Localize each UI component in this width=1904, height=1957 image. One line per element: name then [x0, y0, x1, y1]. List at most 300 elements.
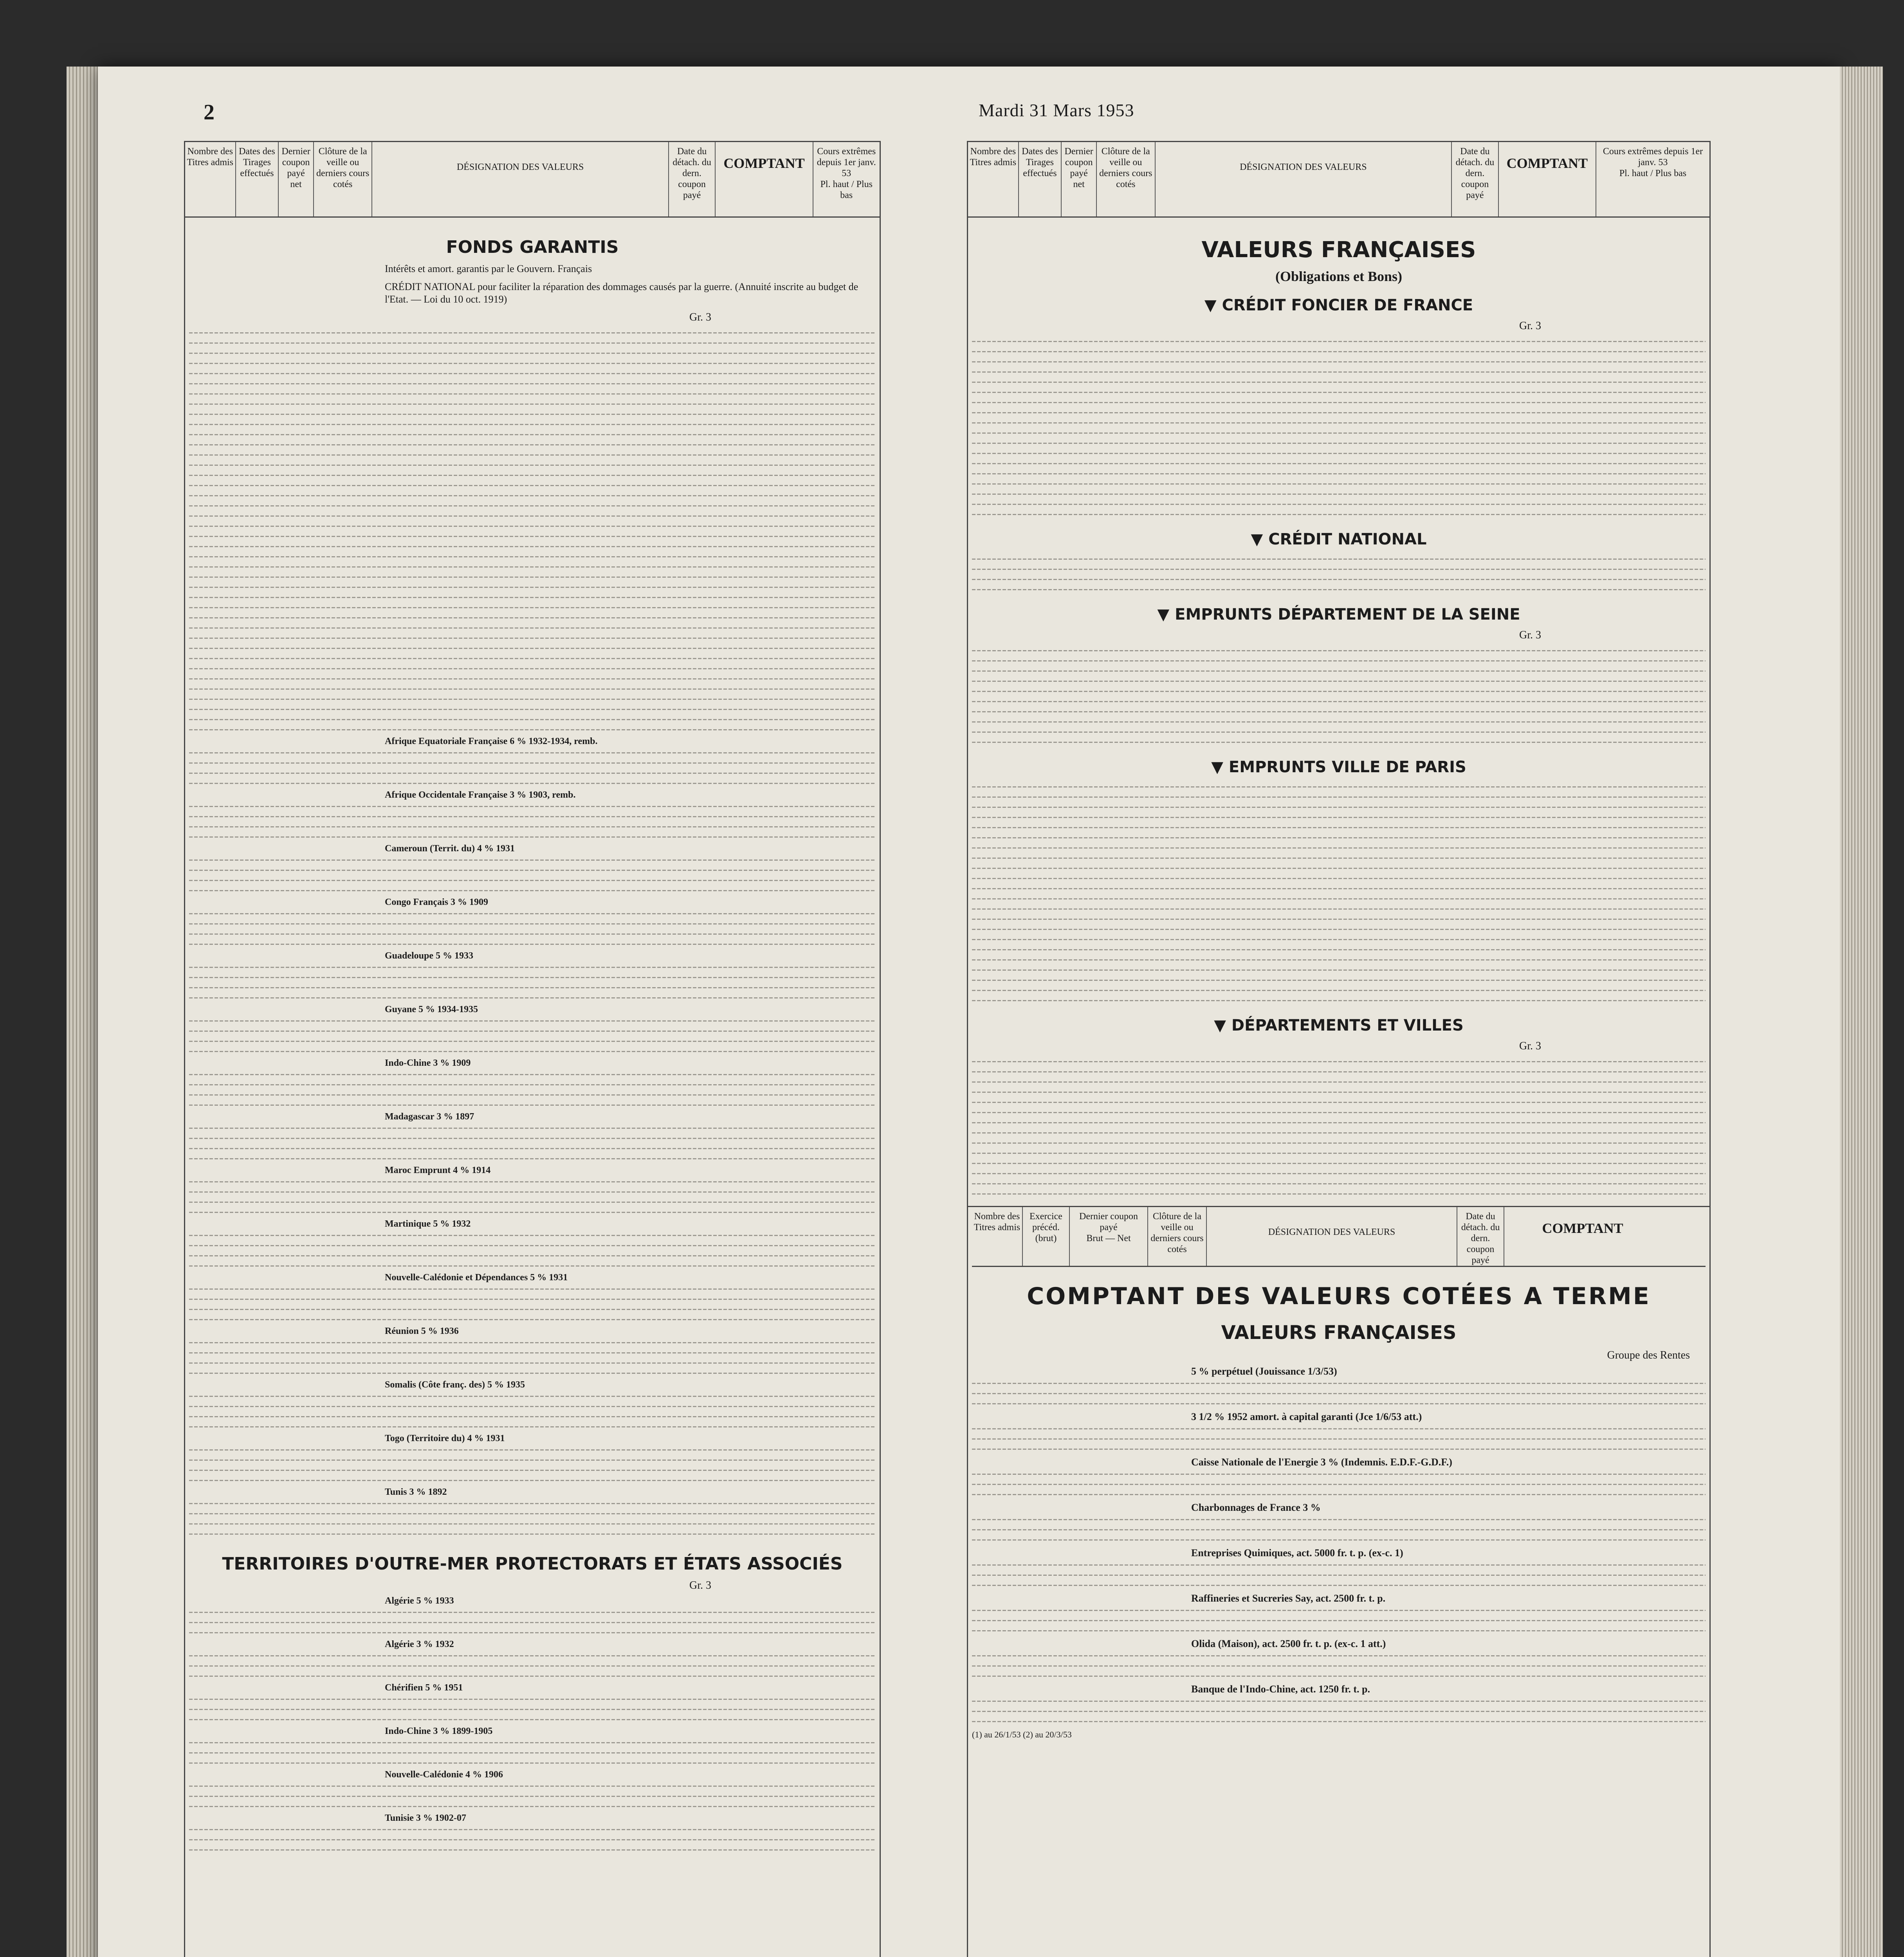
- illegible-quote-row: [972, 904, 1706, 913]
- illegible-quote-row: [972, 873, 1706, 883]
- illegible-quote-row: [189, 832, 876, 841]
- security-entry: Nouvelle-Calédonie 4 % 1906: [385, 1770, 503, 1780]
- valeurs-francaises-title: VALEURS FRANÇAISES: [1201, 237, 1476, 263]
- terme-entry: 3 1/2 % 1952 amort. à capital garanti (Jce 1/6/53 att.): [1191, 1411, 1422, 1422]
- header-dernier: Dernier coupon payé net: [1062, 142, 1097, 216]
- illegible-quote-row: [972, 397, 1706, 407]
- illegible-quote-row: [189, 1133, 876, 1142]
- illegible-quote-row: [972, 822, 1706, 832]
- illegible-quote-row: [972, 995, 1706, 1005]
- left-table-header: [185, 142, 880, 218]
- valeurs-francaises-subtitle: (Obligations et Bons): [1275, 269, 1403, 284]
- terme-entry: Caisse Nationale de l'Energie 3 % (Indemnis. E.D.F.-G.D.F.): [1191, 1456, 1452, 1468]
- illegible-quote-row: [972, 686, 1706, 696]
- header-dates: Dates des Tirages effectués: [236, 142, 279, 216]
- illegible-quote-row: [189, 1617, 876, 1627]
- illegible-quote-row: [189, 1791, 876, 1800]
- illegible-quote-row: [189, 1036, 876, 1045]
- illegible-quote-row: [972, 1168, 1706, 1178]
- illegible-quote-row: [189, 592, 876, 602]
- terme-entry: 5 % perpétuel (Jouissance 1/3/53): [1191, 1366, 1337, 1377]
- illegible-quote-row: [189, 1661, 876, 1670]
- illegible-quote-row: [189, 704, 876, 714]
- illegible-quote-row: [189, 1498, 876, 1508]
- illegible-quote-row: [189, 1123, 876, 1132]
- illegible-quote-row: [189, 541, 876, 551]
- illegible-quote-row: [189, 1251, 876, 1260]
- illegible-quote-row: [189, 1401, 876, 1411]
- illegible-quote-row: [189, 865, 876, 874]
- illegible-quote-row: [189, 962, 876, 971]
- groupe-rentes-label: Groupe des Rentes: [1607, 1349, 1690, 1361]
- security-entry: Maroc Emprunt 4 % 1914: [385, 1165, 491, 1175]
- illegible-quote-row: [189, 1607, 876, 1616]
- illegible-quote-row: [189, 1177, 876, 1186]
- section-intro: Intérêts et amort. garantis par le Gouvern. Français: [385, 263, 592, 274]
- illegible-quote-row: [189, 399, 876, 408]
- illegible-quote-row: [189, 919, 876, 928]
- right-table-header: [968, 142, 1709, 218]
- header-nombre: Nombre des Titres admis: [968, 142, 1019, 216]
- illegible-quote-row: [972, 1489, 1706, 1499]
- illegible-quote-row: [189, 1143, 876, 1153]
- terme-entry-list: [972, 1366, 1706, 1726]
- header-cloture: Clôture de la veille ou derniers cours cotés: [314, 142, 373, 216]
- entry-list: [189, 736, 876, 1538]
- illegible-quote-row: [189, 1714, 876, 1724]
- illegible-quote-row: [972, 975, 1706, 984]
- illegible-quote-row: [189, 1368, 876, 1377]
- illegible-quote-row: [189, 972, 876, 982]
- illegible-quote-row: [972, 863, 1706, 872]
- illegible-quote-row: [189, 993, 876, 1002]
- header-comptant: COMPTANT: [716, 142, 813, 216]
- illegible-quote-row: [189, 1069, 876, 1079]
- illegible-quote-row: [189, 348, 876, 357]
- header-cours-label: Cours extrêmes depuis 1er janv. 53: [1603, 146, 1703, 168]
- illegible-quote-row: [972, 479, 1706, 488]
- illegible-quote-row: [972, 407, 1706, 417]
- illegible-quote-row: [189, 1651, 876, 1660]
- illegible-quote-row: [189, 768, 876, 777]
- right-quote-table: [967, 141, 1711, 1957]
- illegible-quote-row: [972, 336, 1706, 346]
- illegible-quote-row: [972, 489, 1706, 498]
- section-title: ▼ EMPRUNTS VILLE DE PARIS: [1211, 758, 1466, 776]
- illegible-quote-row: [189, 929, 876, 938]
- header-net: Net: [1117, 1233, 1131, 1243]
- illegible-quote-row: [972, 717, 1706, 726]
- illegible-quote-row: [189, 460, 876, 469]
- illegible-quote-row: [189, 1337, 876, 1347]
- illegible-quote-row: [972, 1388, 1706, 1398]
- illegible-quote-row: [972, 1661, 1706, 1670]
- illegible-quote-row: [189, 470, 876, 479]
- terme-subtitle: VALEURS FRANÇAISES: [1221, 1322, 1457, 1344]
- illegible-quote-row: [189, 1781, 876, 1790]
- illegible-quote-row: [189, 1090, 876, 1099]
- illegible-quote-row: [972, 367, 1706, 376]
- header-designation: DÉSIGNATION DES VALEURS: [372, 142, 669, 216]
- header-date-detach: Date du détach. du dern. coupon payé: [1452, 142, 1499, 216]
- illegible-quote-row: [972, 1148, 1706, 1157]
- illegible-quote-row: [189, 982, 876, 992]
- illegible-quote-row: [972, 792, 1706, 801]
- illegible-quote-row: [189, 1508, 876, 1518]
- illegible-quote-row: [972, 782, 1706, 791]
- header-brut: Brut: [1086, 1233, 1103, 1243]
- illegible-quote-row: [189, 1411, 876, 1421]
- header-dates: Dates des Tirages effectués: [1019, 142, 1062, 216]
- illegible-quote-row: [972, 1716, 1706, 1726]
- illegible-quote-row: [189, 1758, 876, 1767]
- illegible-quote-row: [972, 676, 1706, 685]
- illegible-quote-row: [972, 1580, 1706, 1589]
- terme-entry: Olida (Maison), act. 2500 fr. t. p. (ex-c. 1 att.): [1191, 1638, 1386, 1649]
- illegible-quote-row: [189, 643, 876, 652]
- illegible-quote-row: [972, 934, 1706, 944]
- security-entry: Nouvelle-Calédonie et Dépendances 5 % 1931: [385, 1272, 568, 1283]
- illegible-quote-row: [189, 885, 876, 895]
- illegible-quote-row: [189, 748, 876, 757]
- illegible-quote-row: [189, 501, 876, 510]
- illegible-quote-row: [972, 1706, 1706, 1716]
- header-plus-bas: Plus bas: [1655, 168, 1687, 178]
- illegible-quote-row: [972, 1535, 1706, 1544]
- security-entry: Algérie 3 % 1932: [385, 1639, 454, 1649]
- illegible-quote-row: [972, 438, 1706, 447]
- illegible-quote-row: [972, 853, 1706, 862]
- illegible-quote-row: [189, 822, 876, 831]
- illegible-quote-row: [189, 1694, 876, 1703]
- illegible-quote-row: [972, 727, 1706, 736]
- security-entry: Indo-Chine 3 % 1899-1905: [385, 1726, 493, 1736]
- footnote: (1) au 26/1/53 (2) au 20/3/53: [972, 1730, 1072, 1739]
- illegible-quote-row: [972, 645, 1706, 655]
- illegible-quote-row: [189, 572, 876, 581]
- header-comptant: COMPTANT: [1542, 1220, 1623, 1236]
- illegible-quote-row: [189, 1026, 876, 1035]
- illegible-quote-row: [972, 802, 1706, 811]
- illegible-quote-row: [972, 1189, 1706, 1198]
- illegible-quote-row: [972, 1671, 1706, 1680]
- illegible-quote-row: [189, 653, 876, 663]
- group-label: Gr. 3: [1519, 320, 1541, 332]
- illegible-quote-row: [189, 1016, 876, 1025]
- illegible-quote-row: [972, 377, 1706, 386]
- illegible-quote-row: [189, 602, 876, 612]
- group-label: Gr. 3: [1519, 629, 1541, 641]
- illegible-quote-row: [972, 1138, 1706, 1147]
- header-cloture: Clôture de la veille ou derniers cours cotés: [1097, 142, 1156, 216]
- header-plus-bas: Plus bas: [840, 179, 873, 200]
- illegible-quote-row: [189, 328, 876, 337]
- section-title: FONDS GARANTIS: [446, 237, 619, 257]
- security-entry: Tunis 3 % 1892: [385, 1487, 447, 1497]
- illegible-quote-row: [189, 908, 876, 918]
- illegible-quote-row: [189, 1079, 876, 1089]
- group-label: Gr. 3: [1519, 1040, 1541, 1052]
- illegible-quote-row: [972, 1117, 1706, 1127]
- illegible-quote-row: [189, 1704, 876, 1714]
- illegible-quote-row: [189, 562, 876, 571]
- lower-table-header: [972, 1207, 1706, 1267]
- illegible-quote-row: [972, 1560, 1706, 1569]
- illegible-quote-row: [972, 812, 1706, 822]
- illegible-quote-row: [189, 511, 876, 520]
- page-date: Mardi 31 Mars 1953: [979, 100, 1134, 120]
- left-quote-table: [184, 141, 881, 1957]
- header-cloture: Clôture de la veille ou derniers cours cotés: [1148, 1207, 1207, 1266]
- left-table-body: [185, 218, 880, 1863]
- illegible-quote-row: [189, 358, 876, 368]
- illegible-quote-row: [189, 429, 876, 439]
- security-entry: Afrique Equatoriale Française 6 % 1932-1934, remb.: [385, 736, 598, 746]
- section-subtitle: CRÉDIT NATIONAL pour faciliter la réparation des dommages causés par la guerre. (Annuité inscrite au budget de l'Etat. — Loi du 10 oct. 1919): [385, 281, 858, 305]
- security-entry: Algérie 5 % 1933: [385, 1596, 454, 1606]
- illegible-quote-row: [972, 1479, 1706, 1488]
- illegible-quote-row: [972, 696, 1706, 706]
- illegible-quote-row: [189, 1455, 876, 1464]
- illegible-quote-row: [972, 346, 1706, 356]
- header-date-detach: Date du détach. du dern. coupon payé: [1457, 1207, 1504, 1266]
- illegible-quote-row: [189, 440, 876, 449]
- header-cours-label: Cours extrêmes depuis 1er janv. 53: [817, 146, 876, 178]
- illegible-quote-row: [972, 1067, 1706, 1076]
- illegible-quote-row: [972, 1651, 1706, 1660]
- illegible-quote-row: [189, 409, 876, 418]
- illegible-quote-row: [189, 1627, 876, 1637]
- page-number: 2: [204, 100, 215, 124]
- illegible-quote-row: [189, 1834, 876, 1844]
- illegible-quote-row: [972, 458, 1706, 468]
- right-sections: [972, 296, 1706, 1198]
- section-title: ▼ EMPRUNTS DÉPARTEMENT DE LA SEINE: [1157, 605, 1520, 624]
- security-entry: Tunisie 3 % 1902-07: [385, 1813, 466, 1823]
- illegible-quote-row: [189, 1240, 876, 1250]
- illegible-quote-row: [972, 894, 1706, 903]
- illegible-quote-row: [972, 924, 1706, 933]
- illegible-quote-row: [189, 1207, 876, 1216]
- illegible-quote-row: [189, 623, 876, 632]
- illegible-quote-row: [189, 694, 876, 703]
- illegible-quote-row: [972, 509, 1706, 519]
- illegible-quote-row: [189, 1391, 876, 1400]
- illegible-quote-row: [189, 714, 876, 724]
- illegible-quote-row: [189, 801, 876, 811]
- illegible-quote-row: [972, 1107, 1706, 1117]
- header-comptant: COMPTANT: [1499, 142, 1596, 216]
- illegible-quote-row: [972, 965, 1706, 974]
- illegible-quote-row: [972, 1056, 1706, 1066]
- illegible-quote-row: [972, 1444, 1706, 1453]
- illegible-quote-row: [972, 428, 1706, 437]
- illegible-quote-row: [972, 1525, 1706, 1534]
- header-cours: Cours extrêmes depuis 1er janv. 53 Pl. haut / Plus bas: [1603, 146, 1703, 178]
- illegible-quote-row: [972, 833, 1706, 842]
- illegible-quote-row: [972, 914, 1706, 923]
- illegible-quote-row: [189, 633, 876, 642]
- section-title: ▼ DÉPARTEMENTS ET VILLES: [1214, 1016, 1464, 1034]
- book-page-stack-left: [67, 67, 102, 1957]
- illegible-quote-row: [972, 574, 1706, 584]
- security-entry: Guyane 5 % 1934-1935: [385, 1004, 478, 1015]
- group-label: Gr. 3: [689, 311, 711, 323]
- illegible-quote-row: [972, 1158, 1706, 1168]
- terme-entry: Banque de l'Indo-Chine, act. 1250 fr. t. p.: [1191, 1683, 1370, 1695]
- section-title: ▼ CRÉDIT FONCIER DE FRANCE: [1204, 296, 1473, 314]
- illegible-quote-row: [189, 1100, 876, 1109]
- illegible-quote-row: [189, 1314, 876, 1324]
- illegible-quote-row: [189, 1824, 876, 1834]
- illegible-quote-row: [189, 1748, 876, 1757]
- illegible-quote-row: [972, 1514, 1706, 1524]
- illegible-quote-row: [189, 450, 876, 459]
- illegible-quote-row: [189, 855, 876, 864]
- illegible-quote-row: [189, 724, 876, 734]
- header-dernier-label: Dernier coupon payé: [1079, 1211, 1138, 1233]
- illegible-quote-row: [189, 674, 876, 683]
- security-entry: Congo Français 3 % 1909: [385, 897, 488, 907]
- illegible-quote-row: [972, 1424, 1706, 1433]
- illegible-quote-row: [189, 778, 876, 787]
- security-entry: Indo-Chine 3 % 1909: [385, 1058, 471, 1068]
- illegible-quote-row: [189, 1046, 876, 1056]
- illegible-quote-row: [972, 584, 1706, 594]
- quote-lines: [189, 1596, 876, 1854]
- header-nombre: Nombre des Titres admis: [972, 1207, 1023, 1266]
- illegible-quote-row: [189, 1358, 876, 1367]
- security-entry: Guadeloupe 5 % 1933: [385, 951, 474, 961]
- illegible-quote-row: [972, 418, 1706, 427]
- security-entry: Martinique 5 % 1932: [385, 1219, 471, 1229]
- security-entry: Réunion 5 % 1936: [385, 1326, 459, 1336]
- illegible-quote-row: [189, 551, 876, 561]
- illegible-quote-row: [972, 666, 1706, 675]
- illegible-quote-row: [189, 811, 876, 821]
- illegible-quote-row: [972, 554, 1706, 563]
- illegible-quote-row: [189, 521, 876, 530]
- illegible-quote-row: [189, 875, 876, 885]
- illegible-quote-row: [189, 368, 876, 378]
- illegible-quote-row: [189, 531, 876, 541]
- header-dernier-coupon: Dernier coupon payé Brut — Net: [1070, 1207, 1148, 1266]
- header-designation: DÉSIGNATION DES VALEURS: [1207, 1207, 1457, 1266]
- illegible-quote-row: [189, 1284, 876, 1293]
- illegible-quote-row: [189, 663, 876, 673]
- illegible-quote-row: [189, 1153, 876, 1163]
- illegible-quote-row: [972, 357, 1706, 366]
- header-date-detach: Date du détach. du dern. coupon payé: [669, 142, 716, 216]
- illegible-quote-row: [972, 955, 1706, 964]
- illegible-quote-row: [972, 985, 1706, 995]
- illegible-quote-row: [972, 448, 1706, 458]
- illegible-quote-row: [189, 1445, 876, 1454]
- quote-lines: [189, 328, 876, 734]
- illegible-quote-row: [972, 1128, 1706, 1137]
- terme-title: COMPTANT DES VALEURS COTÉES A TERME: [1027, 1283, 1651, 1310]
- terme-entry: Raffineries et Sucreries Say, act. 2500 fr. t. p.: [1191, 1593, 1386, 1604]
- illegible-quote-row: [972, 499, 1706, 508]
- section-title: ▼ CRÉDIT NATIONAL: [1251, 530, 1427, 548]
- illegible-quote-row: [189, 684, 876, 693]
- illegible-quote-row: [972, 656, 1706, 665]
- illegible-quote-row: [189, 582, 876, 591]
- illegible-quote-row: [189, 378, 876, 388]
- security-entry: Somalis (Côte franç. des) 5 % 1935: [385, 1380, 525, 1390]
- illegible-quote-row: [972, 1605, 1706, 1615]
- illegible-quote-row: [189, 1187, 876, 1196]
- illegible-quote-row: [189, 1529, 876, 1538]
- right-table-body: [968, 218, 1709, 1748]
- illegible-quote-row: [189, 1845, 876, 1854]
- illegible-quote-row: [189, 338, 876, 347]
- terme-entry: Entreprises Quimiques, act. 5000 fr. t. p. (ex-c. 1): [1191, 1547, 1403, 1559]
- security-entry: Cameroun (Territ. du) 4 % 1931: [385, 843, 515, 854]
- illegible-quote-row: [189, 1465, 876, 1474]
- illegible-quote-row: [972, 564, 1706, 573]
- illegible-quote-row: [189, 1801, 876, 1811]
- header-pl-haut: Pl. haut: [1619, 168, 1648, 178]
- header-nombre: Nombre des Titres admis: [185, 142, 236, 216]
- illegible-quote-row: [972, 1087, 1706, 1096]
- illegible-quote-row: [189, 1304, 876, 1314]
- header-cours: Cours extrêmes depuis 1er janv. 53 Pl. haut / Plus bas: [817, 146, 876, 200]
- illegible-quote-row: [972, 387, 1706, 396]
- header-exercice: Exercice précéd. (brut): [1023, 1207, 1070, 1266]
- header-dernier: Dernier coupon payé net: [279, 142, 314, 216]
- illegible-quote-row: [189, 939, 876, 948]
- illegible-quote-row: [189, 389, 876, 398]
- illegible-quote-row: [972, 1179, 1706, 1188]
- illegible-quote-row: [189, 480, 876, 490]
- illegible-quote-row: [189, 758, 876, 767]
- book-page-stack-right: [1840, 67, 1883, 1957]
- illegible-quote-row: [972, 1378, 1706, 1388]
- illegible-quote-row: [972, 737, 1706, 746]
- illegible-quote-row: [972, 1625, 1706, 1635]
- terme-entry: Charbonnages de France 3 %: [1191, 1502, 1321, 1513]
- illegible-quote-row: [189, 1294, 876, 1303]
- illegible-quote-row: [189, 419, 876, 429]
- illegible-quote-row: [189, 1475, 876, 1485]
- illegible-quote-row: [972, 883, 1706, 893]
- header-pl-haut: Pl. haut: [820, 179, 849, 189]
- security-entry: Togo (Territoire du) 4 % 1931: [385, 1433, 505, 1443]
- section-title: TERRITOIRES D'OUTRE-MER PROTECTORATS ET ÉTATS ASSOCIÉS: [222, 1554, 843, 1574]
- illegible-quote-row: [972, 469, 1706, 478]
- illegible-quote-row: [189, 1197, 876, 1206]
- illegible-quote-row: [189, 490, 876, 500]
- illegible-quote-row: [972, 1434, 1706, 1443]
- illegible-quote-row: [972, 1570, 1706, 1579]
- illegible-quote-row: [189, 1422, 876, 1431]
- illegible-quote-row: [189, 1519, 876, 1528]
- illegible-quote-row: [972, 1615, 1706, 1625]
- illegible-quote-row: [972, 1696, 1706, 1705]
- security-entry: Madagascar 3 % 1897: [385, 1112, 474, 1122]
- illegible-quote-row: [189, 613, 876, 622]
- illegible-quote-row: [189, 1230, 876, 1240]
- illegible-quote-row: [189, 1737, 876, 1747]
- illegible-quote-row: [972, 944, 1706, 954]
- illegible-quote-row: [972, 706, 1706, 716]
- illegible-quote-row: [972, 1077, 1706, 1086]
- illegible-quote-row: [972, 1398, 1706, 1408]
- illegible-quote-row: [189, 1671, 876, 1680]
- illegible-quote-row: [972, 1469, 1706, 1478]
- illegible-quote-row: [189, 1348, 876, 1357]
